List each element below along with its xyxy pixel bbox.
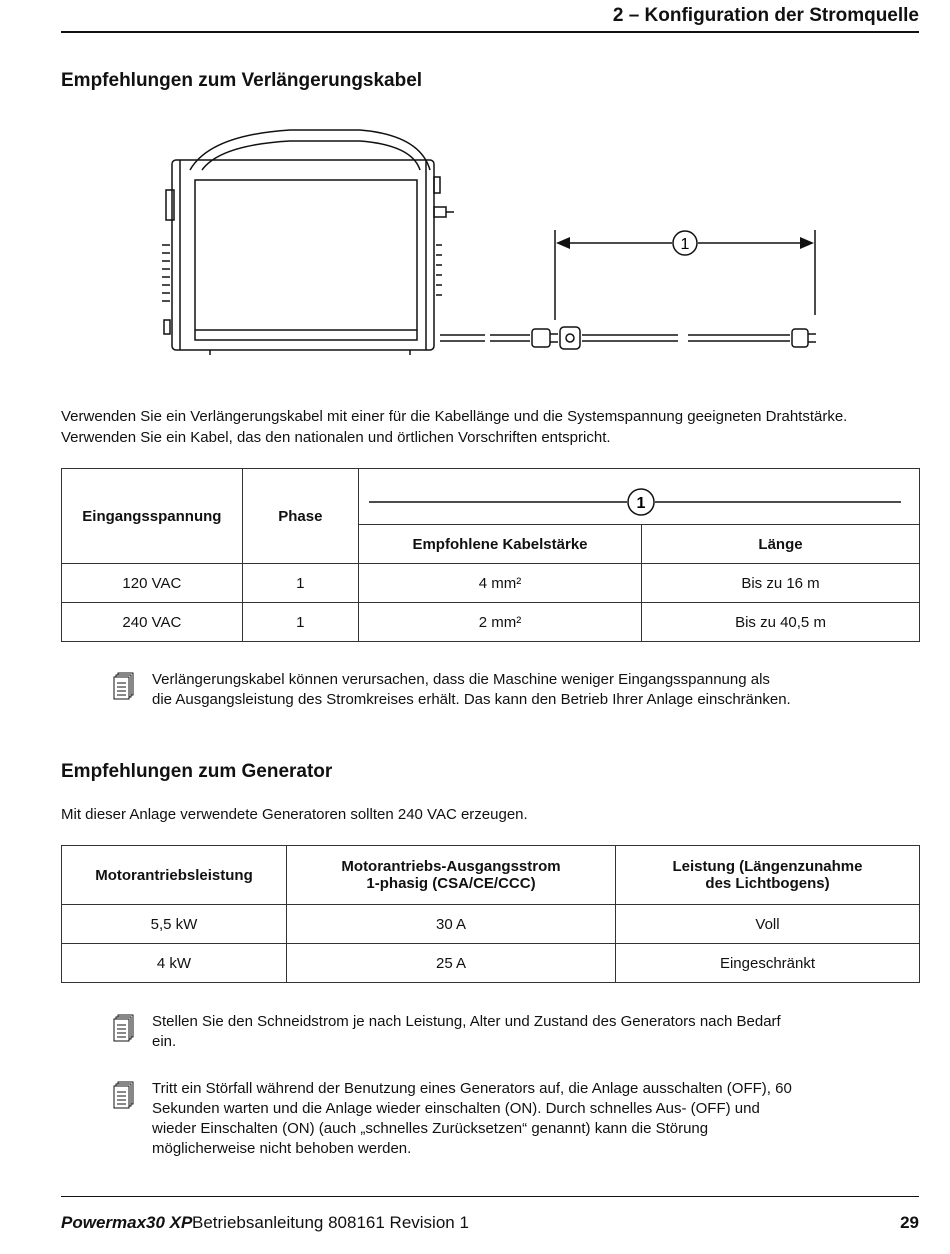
cell-power: 4 kW [62,944,287,983]
note-text: Verlängerungskabel können verursachen, dass die Maschine weniger Eingangsspannung als die Ausgangsleistung des Stromkreises erhält. Das kann den Betrieb Ihrer Anlage einschränken. [152,671,791,708]
cell-voltage: 120 VAC [62,564,243,603]
header-output-current [287,846,616,905]
document-info: Betriebsanleitung 808161 Revision 1 [192,1213,469,1232]
note-icon [112,672,134,702]
header-phase: Phase [242,469,358,564]
header-engine-power: Motorantriebsleistung [62,846,287,905]
extension-cable-illustration [150,115,840,370]
header-length-callout [358,469,919,525]
callout-number: 1 [636,494,646,512]
header-input-voltage: Eingangsspannung [62,469,243,564]
cell-current: 30 A [287,905,616,944]
page-number: 29 [900,1213,919,1232]
cell-power: 5,5 kW [62,905,287,944]
section-heading-extension-cable: Empfehlungen zum Verlängerungskabel [61,70,423,91]
note-text: Stellen Sie den Schneidstrom je nach Leistung, Alter und Zustand des Generators nach Bedarf ein. [152,1013,781,1050]
cell-current: 25 A [287,944,616,983]
cell-performance: Eingeschränkt [616,944,920,983]
callout-number: 1 [680,236,690,253]
length-dimension-line [359,477,919,517]
section-heading-generator: Empfehlungen zum Generator [61,761,333,782]
header-line: des Lichtbogens) [705,875,830,892]
header-performance [616,846,920,905]
header-length: Länge [642,525,920,564]
cell-phase: 1 [242,603,358,642]
generator-intro: Mit dieser Anlage verwendete Generatoren sollten 240 VAC erzeugen. [61,806,528,823]
note-generator-reset [112,1079,792,1161]
cell-gauge: 4 mm² [358,564,641,603]
cell-voltage: 240 VAC [62,603,243,642]
note-generator-current [112,1012,792,1054]
page-header [61,4,919,33]
extension-cable-intro: Verwenden Sie ein Verlängerungskabel mit einer für die Kabellänge und die Systemspannung geeigneten Drahtstärke. Verwenden Sie ein Kabel, das den nationalen und örtlichen Vorschriften entspricht. [61,408,848,446]
extension-cable-table [61,468,920,642]
cell-phase: 1 [242,564,358,603]
header-line: 1-phasig (CSA/CE/CCC) [366,875,536,892]
table-row [62,564,920,603]
page-footer [61,1196,919,1237]
table-row [62,944,920,983]
table-row [62,905,920,944]
generator-table [61,845,920,983]
header-line: Motorantriebs-Ausgangsstrom [341,858,561,875]
cell-length: Bis zu 16 m [642,564,920,603]
header-gauge: Empfohlene Kabelstärke [358,525,641,564]
cell-performance: Voll [616,905,920,944]
cell-gauge: 2 mm² [358,603,641,642]
chapter-title: 2 – Konfiguration der Stromquelle [612,5,919,26]
cell-length: Bis zu 40,5 m [642,603,920,642]
note-icon [112,1081,134,1111]
note-icon [112,1014,134,1044]
table-row [62,603,920,642]
note-text: Tritt ein Störfall während der Benutzung eines Generators auf, die Anlage ausschalten (OFF), 60 Sekunden warten und die Anlage wieder einschalten (ON). Durch schnelles Aus- (OFF) und wieder Einschalten (ON) (auch „schnelles Zurücksetzen“ genannt) kann die Störung möglicherweise nicht behoben werden. [152,1080,792,1157]
header-line: Leistung (Längenzunahme [672,858,863,875]
product-name: Powermax30 XP [61,1213,193,1232]
note-extension-cable [112,670,792,732]
